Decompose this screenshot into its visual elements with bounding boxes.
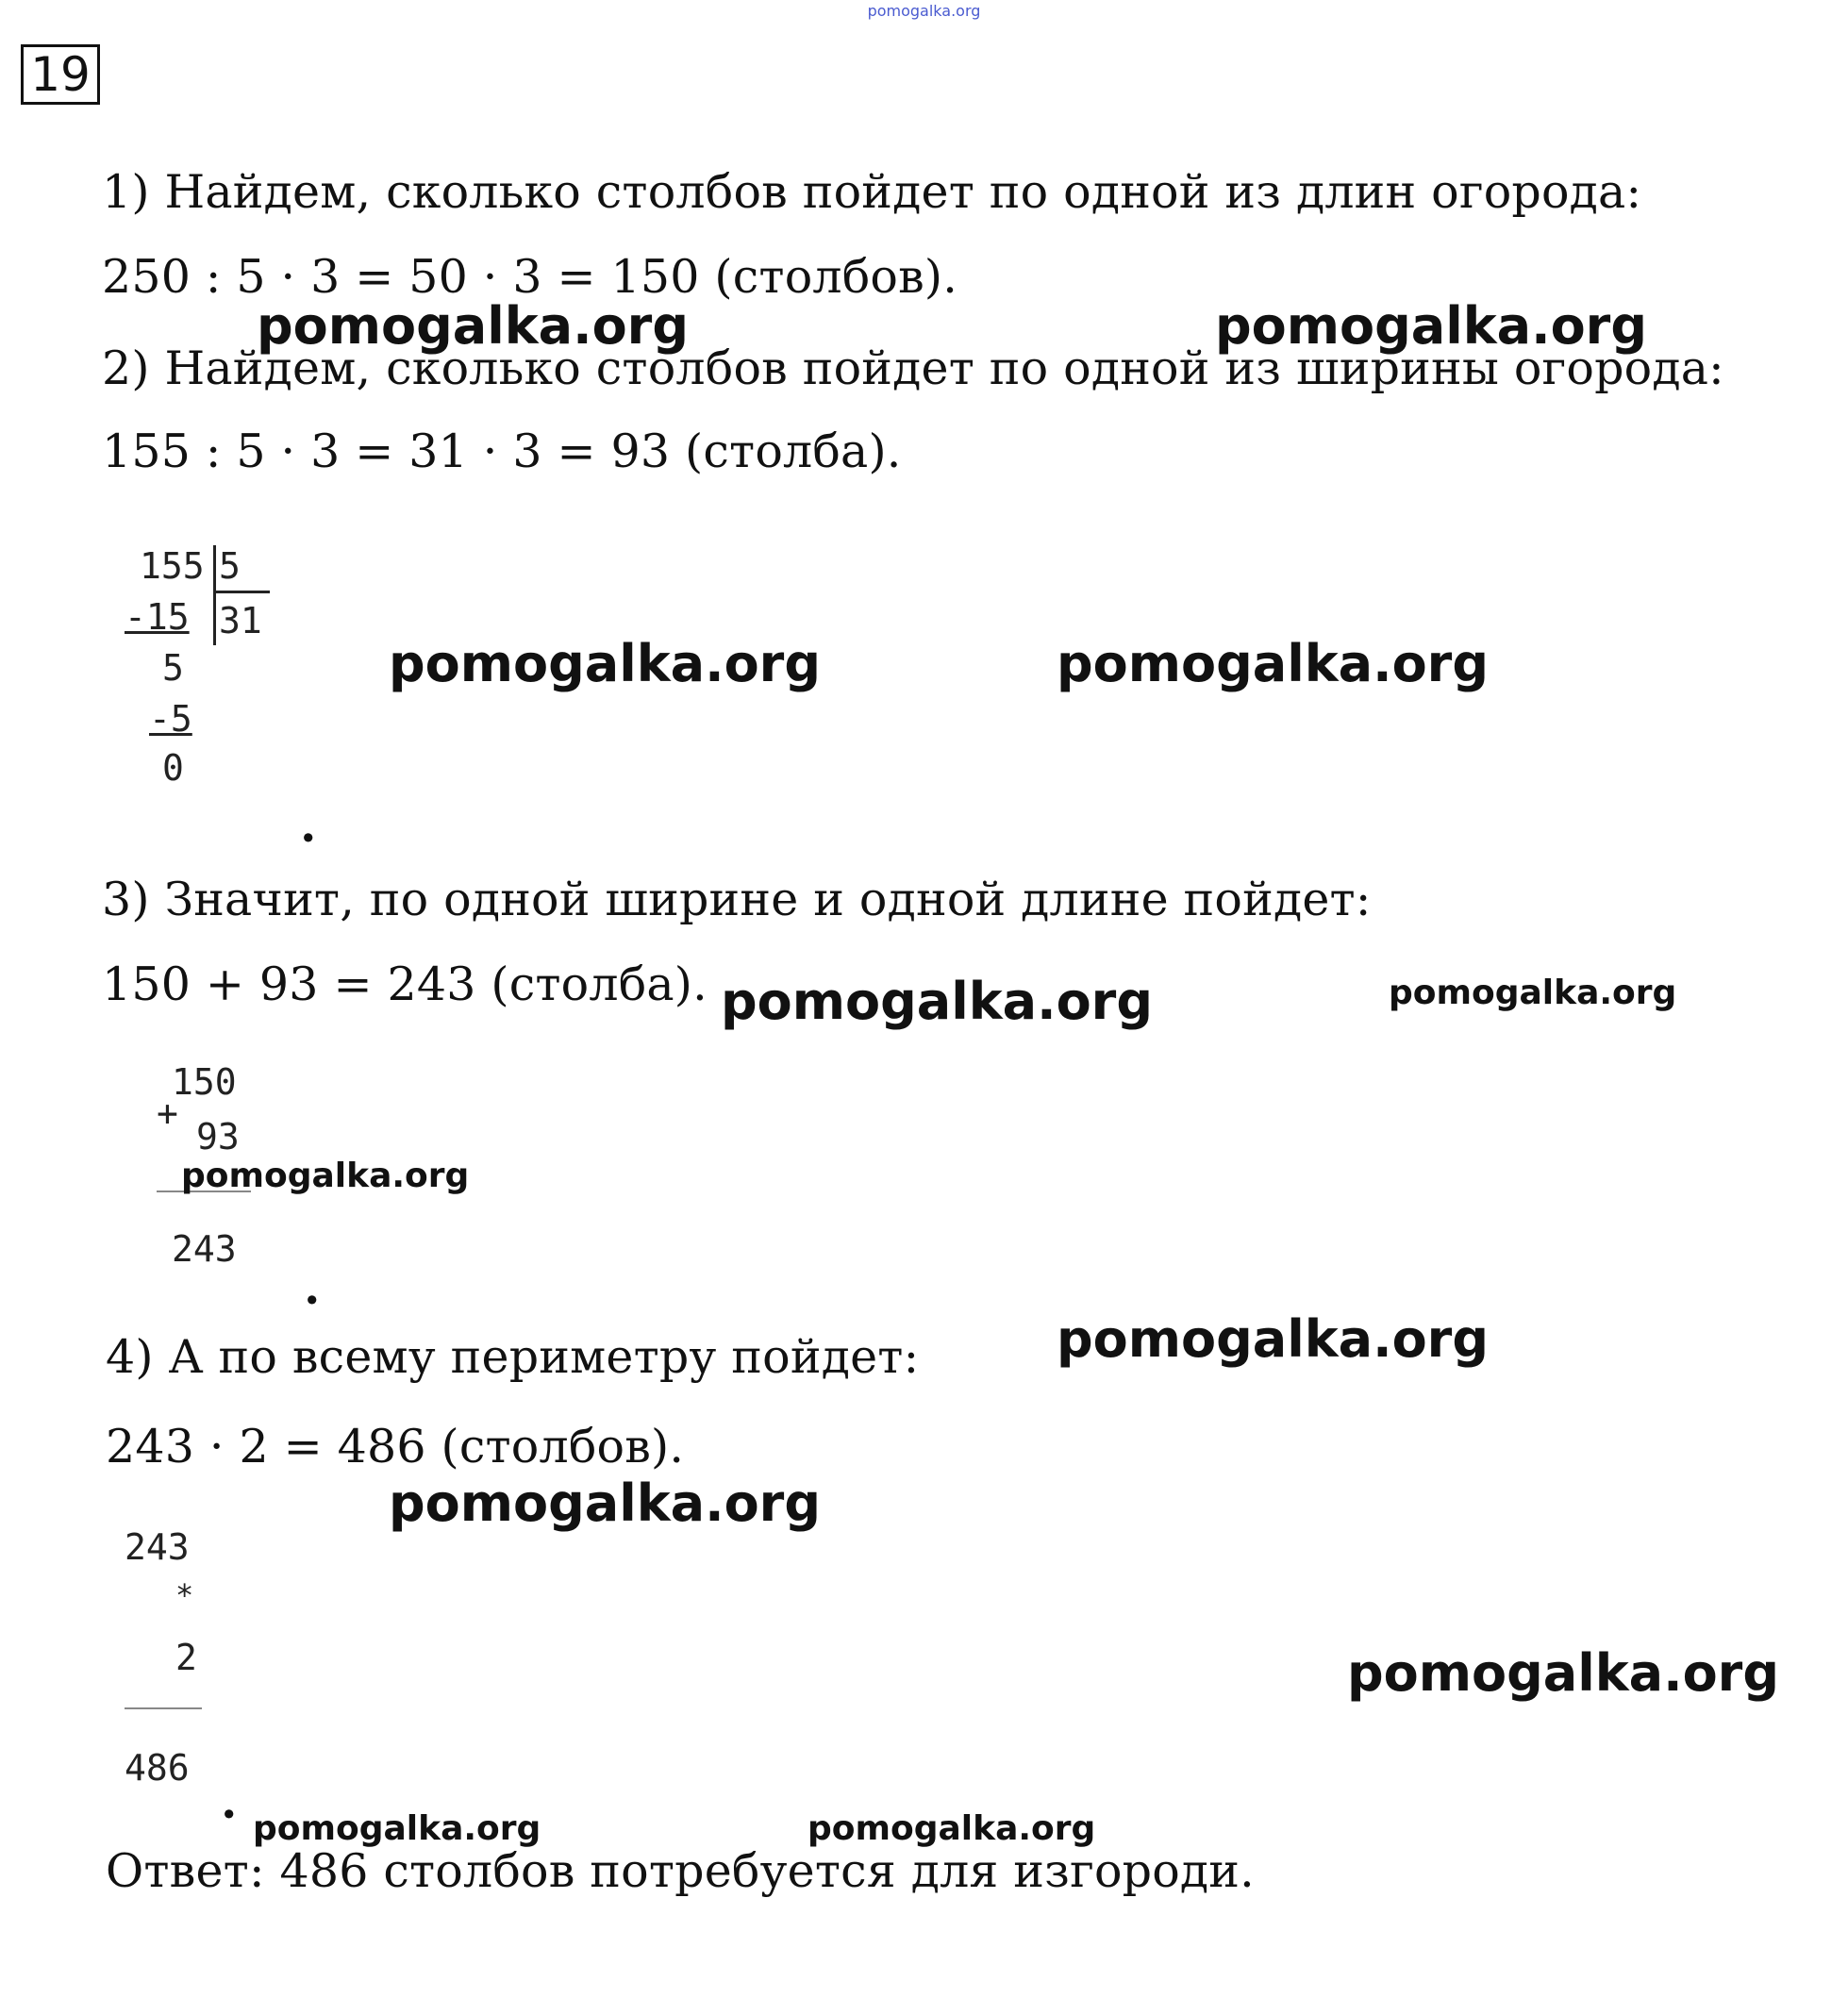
divisor: 5: [219, 545, 241, 587]
watermark: pomogalka.org: [1215, 296, 1647, 356]
product: 486: [125, 1747, 190, 1789]
factor-1: 243: [125, 1526, 190, 1568]
answer-text: Ответ: 486 столбов потребуется для изгороди.: [106, 1844, 1255, 1898]
step-4-text: 4) А по всему периметру пойдет:: [106, 1330, 920, 1384]
watermark: pomogalka.org: [253, 1809, 541, 1848]
watermark: pomogalka.org: [721, 972, 1153, 1031]
watermark: pomogalka.org: [181, 1157, 470, 1195]
watermark: pomogalka.org: [1057, 1309, 1489, 1369]
division-horizontal-bar: [213, 591, 270, 593]
dividend: 155: [140, 545, 205, 587]
step-1-text: 1) Найдем, сколько столбов пойдет по одной из длин огорода:: [102, 165, 1642, 219]
subtrahend-1: -15: [125, 596, 190, 638]
step-1-equation: 250 : 5 · 3 = 50 · 3 = 150 (столбов).: [102, 250, 958, 304]
quotient: 31: [219, 600, 262, 641]
step-2-text: 2) Найдем, сколько столбов пойдет по одной из ширины огорода:: [102, 341, 1724, 395]
remainder-1: 5: [162, 647, 184, 689]
division-result: 0: [162, 747, 184, 789]
step-2-equation: 155 : 5 · 3 = 31 · 3 = 93 (столба).: [102, 425, 902, 478]
division-vertical-bar: [213, 545, 216, 645]
watermark: pomogalka.org: [257, 296, 689, 356]
watermark: pomogalka.org: [1389, 974, 1677, 1012]
multiply-sign: *: [175, 1577, 194, 1613]
stray-dot: .: [304, 1259, 321, 1315]
stray-dot: .: [300, 797, 317, 853]
addend-2: 93: [196, 1116, 240, 1157]
sum: 243: [172, 1228, 237, 1270]
factor-2: 2: [175, 1637, 197, 1678]
stray-dot: .: [221, 1773, 238, 1829]
watermark: pomogalka.org: [1057, 634, 1489, 693]
problem-number: 19: [21, 44, 100, 105]
watermark: pomogalka.org: [389, 634, 821, 693]
top-watermark: pomogalka.org: [867, 2, 981, 20]
addend-1: 150: [172, 1061, 237, 1103]
step-3-equation: 150 + 93 = 243 (столба).: [102, 957, 708, 1011]
watermark: pomogalka.org: [1347, 1643, 1779, 1703]
step-3-text: 3) Значит, по одной ширине и одной длине пойдет:: [102, 873, 1372, 926]
watermark: pomogalka.org: [807, 1809, 1096, 1848]
multiplication-line: [125, 1707, 202, 1709]
step-4-equation: 243 · 2 = 486 (столбов).: [106, 1420, 685, 1474]
plus-sign: +: [157, 1092, 178, 1134]
watermark: pomogalka.org: [389, 1474, 821, 1533]
subtrahend-2: -5: [149, 698, 192, 740]
